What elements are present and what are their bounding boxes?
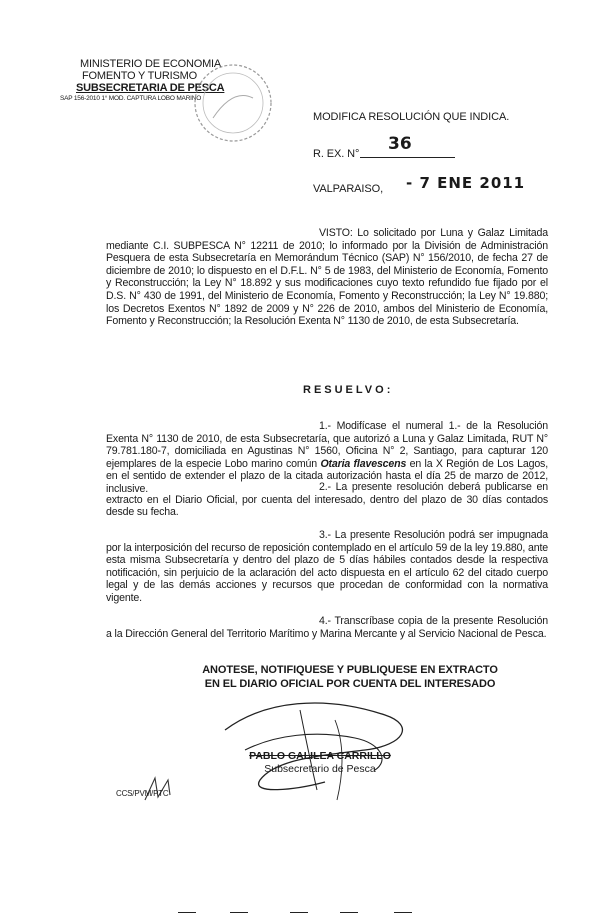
bottom-mark-4 <box>340 912 358 913</box>
resolution-item-4 <box>106 615 548 640</box>
resolution-item-3 <box>106 529 548 605</box>
signatory-block <box>245 750 395 776</box>
resuelvo-heading: RESUELVO: <box>303 384 394 396</box>
ministry-line-2: FOMENTO Y TURISMO <box>82 70 197 82</box>
item-1-text-a: 1.- Modifícase el numeral 1.- de la Resolución Exenta N° 1130 de 2010, de esta Subsecretaría, que autorizó a Luna y Galaz Limitada, RUT N° 79.781.180-7, domiciliada en Agustinas N° 1560, Oficina N° 2, Santiago, para capturar 120 ejemplares de la especie Lobo marino común <box>106 420 548 470</box>
date-stamp: - 7 ENE 2011 <box>406 174 526 192</box>
document-subject: MODIFICA RESOLUCIÓN QUE INDICA. <box>313 111 510 123</box>
reference-line: SAP 156-2010 1° MOD. CAPTURA LOBO MARINO <box>60 95 202 102</box>
drafting-initials: CCS/PVM/PTC <box>116 789 169 798</box>
signatory-title: Subsecretario de Pesca <box>264 763 376 775</box>
bottom-mark-3 <box>290 912 308 913</box>
closing-line-1: ANOTESE, NOTIFIQUESE Y PUBLIQUESE EN EXTRACTO <box>202 664 498 676</box>
resolution-number: 36 <box>388 134 412 154</box>
number-underline <box>360 157 455 158</box>
subsecretaria-line: SUBSECRETARIA DE PESCA <box>76 82 225 94</box>
closing-block <box>170 663 530 691</box>
signatory-name: PABLO GALILEA CARRILLO <box>249 750 391 762</box>
species-name: Otaria flavescens <box>320 457 407 470</box>
visto-paragraph <box>106 227 548 328</box>
item-4-text: 4.- Transcríbase copia de la presente Resolución a la Dirección General del Territorio Marítimo y Marina Mercante y al Servicio Nacional de Pesca. <box>106 615 548 640</box>
item-3-text: 3.- La presente Resolución podrá ser impugnada por la interposición del recurso de reposición contemplado en el artículo 59 de la ley 19.880, ante esta misma Subsecretaría y dentro del plazo de 5 días hábiles contados desde la respectiva notificación, sin perjuicio de la aclaración del acto dispuesta en el artículo 62 del citado cuerpo legal y de las demás acciones y recursos que procedan de conformidad con la normativa vigente. <box>106 529 548 604</box>
closing-line-2: EN EL DIARIO OFICIAL POR CUENTA DEL INTERESADO <box>204 678 496 690</box>
resolution-item-2 <box>106 481 548 519</box>
bottom-mark-5 <box>394 912 412 913</box>
item-1-text-b: en la X Región de Los Lagos, en el sentido de extender el plazo de la citada autorización hasta el día 25 de marzo de 2012, inclusive. <box>106 457 548 495</box>
visto-text: VISTO: Lo solicitado por Luna y Galaz Limitada mediante C.I. SUBPESCA N° 12211 de 2010; lo informado por la División de Administración Pesquera de esta Subsecretaría en Memorándum Técnico (SAP) N° 156/2010, de fecha 27 de diciembre de 2010; lo dispuesto en el D.F.L. N° 5 de 1983, del Ministerio de Economía, Fomento y Reconstrucción; la Ley N° 18.892 y sus modificaciones cuyo texto refundido fue fijado por el D.S. N° 430 de 1991, del Ministerio de Economía, Fomento y Reconstrucción; la Ley N° 19.880; los Decretos Exentos N° 1892 de 2009 y N° 226 de 2010, ambos del Ministerio de Economía, Fomento y Reconstrucción; la Resolución Exenta N° 1130 de 2010, de esta Subsecretaría. <box>106 227 548 328</box>
bottom-mark-2 <box>230 912 248 913</box>
item-2-text: 2.- La presente resolución deberá publicarse en extracto en el Diario Oficial, por cuenta del interesado, dentro del plazo de 30 días contados desde su fecha. <box>106 481 548 519</box>
resolution-number-label: R. EX. N° <box>313 148 360 160</box>
official-seal-icon <box>188 58 278 148</box>
city: VALPARAISO, <box>313 183 384 195</box>
ministry-line-1: MINISTERIO DE ECONOMIA <box>80 58 222 70</box>
bottom-mark-1 <box>178 912 196 913</box>
